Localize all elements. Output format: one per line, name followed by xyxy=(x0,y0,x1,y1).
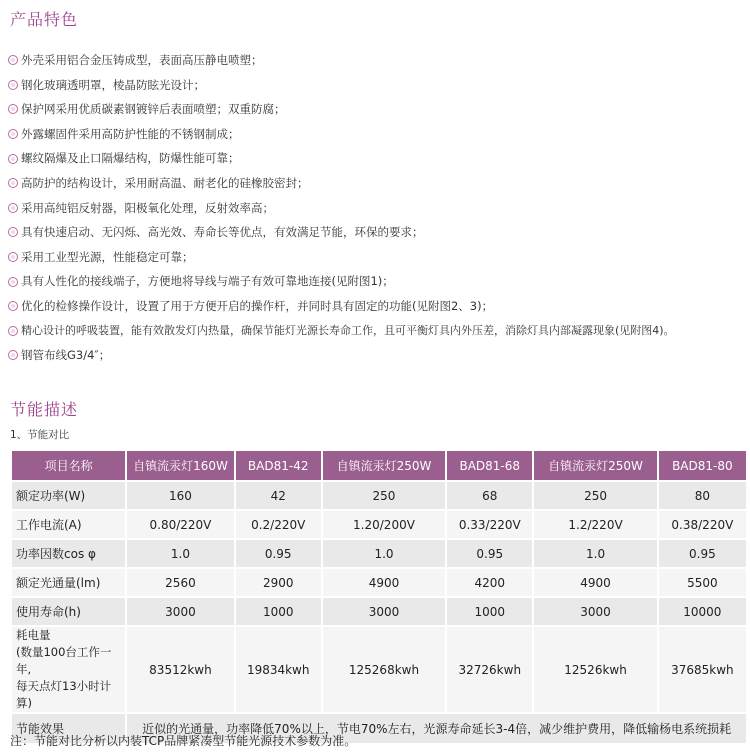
column-header: 自镇流汞灯250W xyxy=(534,451,656,480)
feature-item xyxy=(8,319,748,344)
row-label-line: 每天点灯13小时计算) xyxy=(16,679,112,710)
feature-text: 采用高纯铝反射器，阳极氧化处理，反射效率高； xyxy=(21,200,274,215)
table-cell: 125268kwh xyxy=(323,627,445,712)
circle-bullet-icon xyxy=(8,178,18,188)
row-label: 额定光通量(lm) xyxy=(12,569,125,596)
feature-text: 优化的检修操作设计，设置了用于方便开启的操作杆，并同时具有固定的功能(见附图2、3)； xyxy=(21,298,494,313)
table-row xyxy=(12,627,746,712)
table-cell: 250 xyxy=(534,482,656,509)
table-cell: 19834kwh xyxy=(236,627,321,712)
table-cell: 0.38/220V xyxy=(659,511,746,538)
table-cell: 0.2/220V xyxy=(236,511,321,538)
table-cell: 4200 xyxy=(447,569,532,596)
table-cell: 10000 xyxy=(659,598,746,625)
circle-bullet-icon xyxy=(8,80,18,90)
table-cell: 1.2/220V xyxy=(534,511,656,538)
table-cell: 5500 xyxy=(659,569,746,596)
table-row xyxy=(12,598,746,625)
table-cell: 1.20/200V xyxy=(323,511,445,538)
feature-item xyxy=(8,269,748,294)
table-cell: 80 xyxy=(659,482,746,509)
row-label: 使用寿命(h) xyxy=(12,598,125,625)
table-row xyxy=(12,569,746,596)
column-header: BAD81-68 xyxy=(447,451,532,480)
row-label: 额定功率(W) xyxy=(12,482,125,509)
feature-item xyxy=(8,196,748,221)
row-label xyxy=(12,627,125,712)
table-cell: 2560 xyxy=(127,569,233,596)
feature-item xyxy=(8,48,748,73)
table-cell: 1000 xyxy=(236,598,321,625)
feature-text: 保护网采用优质碳素钢镀锌后表面喷塑；双重防腐； xyxy=(21,102,286,117)
column-header: BAD81-42 xyxy=(236,451,321,480)
table-cell: 68 xyxy=(447,482,532,509)
circle-bullet-icon xyxy=(8,55,18,65)
effect-cell: 近似的光通量，功率降低70%以上，节电70%左右，光源寿命延长3-4倍，减少维护费用，降低输杨电系统损耗 xyxy=(127,714,746,743)
feature-text: 精心设计的呼吸装置，能有效散发灯内热量，确保节能灯光源长寿命工作，且可平衡灯具内外压差，消除灯具内部凝露现象(见附图4)。 xyxy=(21,323,675,337)
circle-bullet-icon xyxy=(8,104,18,114)
feature-text: 外壳采用铝合金压铸成型，表面高压静电喷塑； xyxy=(21,53,263,67)
table-cell: 12526kwh xyxy=(534,627,656,712)
circle-bullet-icon xyxy=(8,252,18,262)
column-header: 自镇流汞灯250W xyxy=(323,451,445,480)
row-label: 功率因数cos φ xyxy=(12,540,125,567)
circle-bullet-icon xyxy=(8,154,18,164)
feature-item xyxy=(8,97,748,122)
energy-title: 节能描述 xyxy=(10,400,79,419)
circle-bullet-icon xyxy=(8,129,18,139)
table-cell: 2900 xyxy=(236,569,321,596)
features-title: 产品特色 xyxy=(10,10,79,29)
row-label: 节能效果 xyxy=(12,714,125,743)
table-cell: 42 xyxy=(236,482,321,509)
table-cell: 3000 xyxy=(534,598,656,625)
table-cell: 1.0 xyxy=(323,540,445,567)
row-label-line: 耗电量 xyxy=(16,628,51,642)
feature-item xyxy=(8,245,748,270)
feature-text: 外露螺固件采用高防护性能的不锈钢制成； xyxy=(21,126,240,141)
table-cell: 0.80/220V xyxy=(127,511,233,538)
feature-list xyxy=(8,48,748,368)
table-cell: 1.0 xyxy=(534,540,656,567)
table-cell: 0.95 xyxy=(236,540,321,567)
table-cell: 1000 xyxy=(447,598,532,625)
table-cell: 1.0 xyxy=(127,540,233,567)
circle-bullet-icon xyxy=(8,203,18,213)
column-header: 自镇流汞灯160W xyxy=(127,451,233,480)
table-cell: 0.95 xyxy=(447,540,532,567)
feature-item xyxy=(8,146,748,171)
feature-item xyxy=(8,73,748,98)
table-cell: 32726kwh xyxy=(447,627,532,712)
table-cell: 37685kwh xyxy=(659,627,746,712)
feature-item xyxy=(8,220,748,245)
circle-bullet-icon xyxy=(8,350,18,360)
table-row xyxy=(12,482,746,509)
table-row xyxy=(12,540,746,567)
feature-item xyxy=(8,343,748,368)
feature-item xyxy=(8,122,748,147)
table-cell: 0.33/220V xyxy=(447,511,532,538)
table-header-row xyxy=(12,451,746,480)
column-header: 项目名称 xyxy=(12,451,125,480)
feature-item xyxy=(8,171,748,196)
table-cell: 3000 xyxy=(127,598,233,625)
feature-item xyxy=(8,294,748,319)
table-row xyxy=(12,511,746,538)
table-cell: 0.95 xyxy=(659,540,746,567)
feature-text: 高防护的结构设计，采用耐高温、耐老化的硅橡胶密封； xyxy=(21,175,309,190)
row-label: 工作电流(A) xyxy=(12,511,125,538)
table-cell: 4900 xyxy=(534,569,656,596)
column-header: BAD81-80 xyxy=(659,451,746,480)
table-cell: 160 xyxy=(127,482,233,509)
footnote: 注：节能对比分析以内装TCP品牌紧凑型节能光源技术参数为准。 xyxy=(10,734,357,748)
circle-bullet-icon xyxy=(8,326,18,336)
comparison-subtitle: 1、节能对比 xyxy=(10,429,70,441)
table-cell: 83512kwh xyxy=(127,627,233,712)
feature-text: 螺纹隔爆及止口隔爆结构，防爆性能可靠； xyxy=(21,151,240,166)
table-cell: 4900 xyxy=(323,569,445,596)
feature-text: 具有人性化的接线端子，方便地将导线与端子有效可靠地连接(见附图1)； xyxy=(21,274,394,289)
feature-text: 采用工业型光源，性能稳定可靠； xyxy=(21,249,194,264)
table-cell: 250 xyxy=(323,482,445,509)
feature-text: 具有快速启动、无闪烁、高光效、寿命长等优点，有效满足节能，环保的要求； xyxy=(21,225,424,240)
energy-comparison-table xyxy=(10,449,748,745)
table-cell: 3000 xyxy=(323,598,445,625)
circle-bullet-icon xyxy=(8,301,18,311)
circle-bullet-icon xyxy=(8,277,18,287)
row-label-line: (数量100台工作一年, xyxy=(16,645,112,676)
feature-text: 钢化玻璃透明罩，棱晶防眩光设计； xyxy=(21,77,205,92)
circle-bullet-icon xyxy=(8,227,18,237)
feature-text: 钢管布线G3/4″； xyxy=(21,348,111,363)
